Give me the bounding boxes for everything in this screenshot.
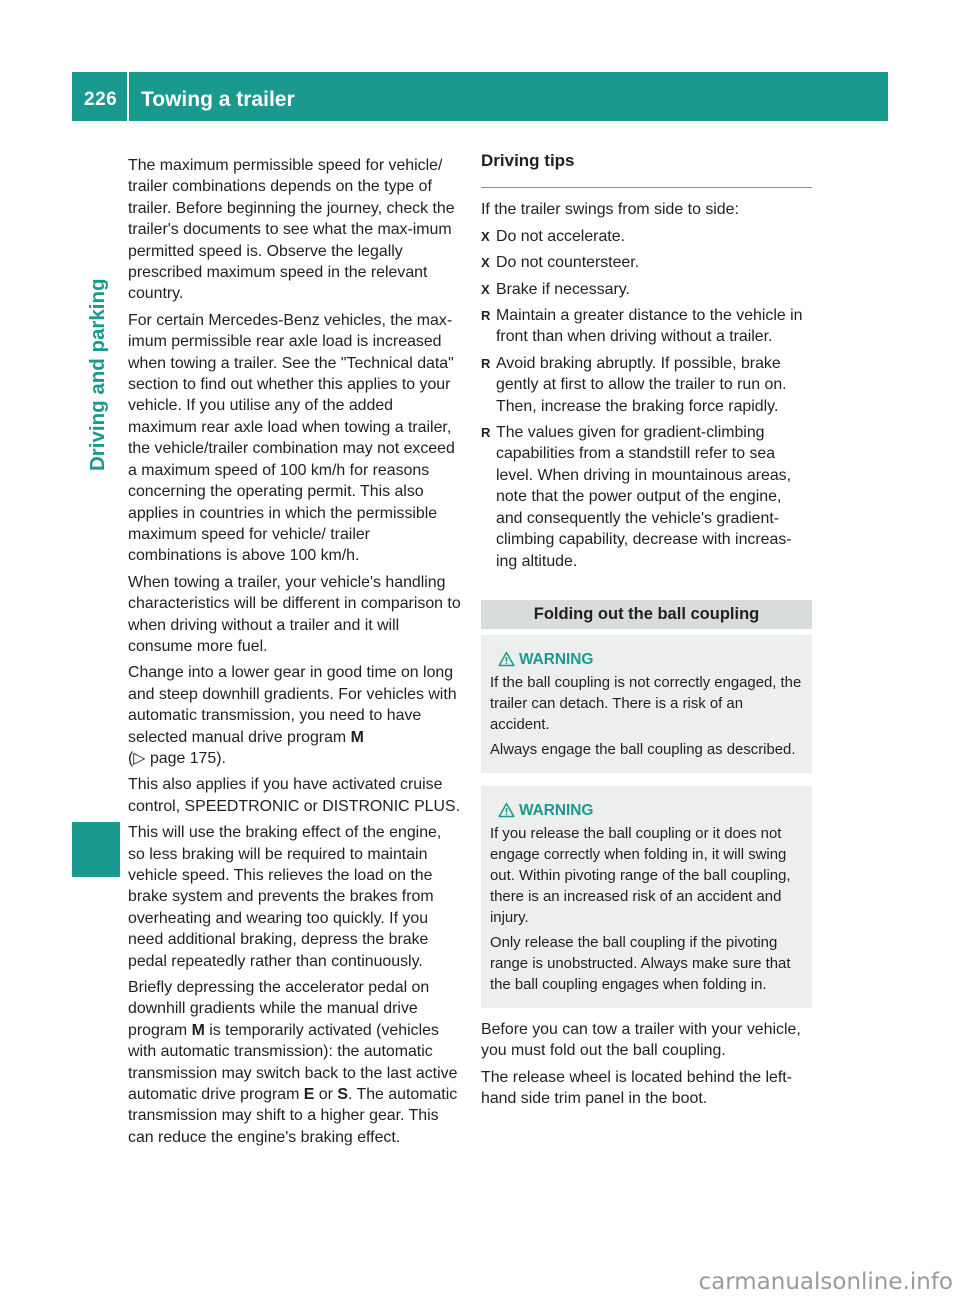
warning-header	[490, 800, 804, 821]
header-divider	[127, 72, 129, 121]
warning-text: Only release the ball coupling if the pivoting range is unobstructed. Always make sure that the ball coupling engages when folding in.	[490, 934, 791, 993]
driving-tips-intro: If the trailer swings from side to side:	[481, 201, 739, 219]
paragraph-rear-axle-load: For certain Mercedes-Benz vehicles, the max-imum permissible rear axle load is increased when towing a trailer. See the "Technical data" section to find out whether this applies to your vehicle. If you utilise any of the added maximum rear axle load when towing a trailer, the vehicle/trailer combination may not exceed a maximum speed of 100 km/h for reasons concerning the operating permit. This also applies in countries in which the permissible maximum speed for vehicle/ trailer combinations is above 100 km/h.	[128, 311, 455, 565]
note-text: The values given for gradient-climbing capabilities from a standstill refer to sea level. When driving in mountainous areas, note that the power output of the engine, and consequently the vehicle's gradient-climbing capability, decrease with increas-ing altitude.	[496, 424, 792, 570]
note-item	[481, 353, 812, 417]
paragraph-release-wheel: The release wheel is located behind the left-hand side trim panel in the boot.	[481, 1068, 792, 1108]
section-title-driving-tips: Driving tips	[481, 151, 575, 170]
paragraph-cruise-control: This also applies if you have activated cruise control, SPEEDTRONIC or DISTRONIC PLUS.	[128, 776, 461, 815]
paragraph-lower-gear-text: Change into a lower gear in good time on long and steep downhill gradients. For vehicles with automatic transmission, you need to have selected manual drive program	[128, 664, 457, 746]
watermark: carmanualsonline.info	[698, 1269, 953, 1295]
arrow-icon: X	[481, 281, 490, 297]
paragraph-speed-limit: The maximum permissible speed for vehicle/ trailer combinations depends on the type of trailer. Before beginning the journey, check the trailer's documents to see what the max-imum permitted speed is. Observe the legally prescribed maximum speed in the relevant country.	[128, 157, 455, 303]
bullet-icon: R	[481, 355, 491, 371]
program-s-label: S	[337, 1086, 348, 1104]
page-title: Towing a trailer	[141, 88, 295, 111]
note-item	[481, 422, 812, 572]
paragraph-fold-out: Before you can tow a trailer with your vehicle, you must fold out the ball coupling.	[481, 1020, 801, 1060]
action-text: Brake if necessary.	[496, 280, 630, 298]
program-e-label: E	[303, 1086, 315, 1104]
arrow-icon: X	[481, 255, 490, 271]
driving-tips-list	[481, 226, 812, 572]
left-column	[128, 155, 462, 1153]
accelerator-text-2: is temporarily activated (vehicles with automatic transmission): the automatic transmission may switch back to the last active automatic drive program	[128, 1021, 458, 1104]
warning-text: Always engage the ball coupling as described.	[490, 741, 796, 758]
paragraph-engine-braking: This will use the braking effect of the engine, so less braking will be required to maintain vehicle speed. This relieves the load on the brake system and prevents the brakes from overheating and wearing too quickly. If you need additional braking, depress the brake pedal repeatedly rather than continuously.	[128, 824, 442, 970]
paragraph-accelerator	[128, 977, 462, 1148]
right-column	[481, 150, 812, 1115]
action-item	[481, 252, 812, 273]
paragraph-lower-gear: Change into a lower gear in good time on long and steep downhill gradients. For vehicles with automatic transmission, you need to have selected manual drive program M (▷ page 175).	[128, 664, 457, 767]
arrow-icon: X	[481, 228, 490, 244]
accelerator-text-1: Briefly depressing the accelerator pedal on downhill gradients while the manual drive program	[128, 979, 430, 1039]
action-text: Do not countersteer.	[496, 254, 640, 272]
program-m-label: M	[350, 728, 364, 746]
warning-box	[481, 635, 812, 773]
accelerator-text-3: . The automatic transmission may shift to a higher gear. This can reduce the engine's braking effect.	[128, 1086, 458, 1146]
warning-label: WARNING	[519, 650, 594, 668]
ball-coupling-body	[481, 1019, 812, 1110]
note-text: Maintain a greater distance to the vehicle in front than when driving without a trailer.	[496, 307, 803, 346]
section-divider	[481, 187, 812, 188]
warning-triangle-icon	[498, 651, 515, 667]
action-item	[481, 226, 812, 247]
page-number: 226	[84, 89, 118, 110]
warning-text: If you release the ball coupling or it does not engage correctly when folding in, it will swing out. Within pivoting range of the ball coupling, there is an increased risk of an accident and injury.	[490, 825, 791, 926]
chapter-label: Driving and parking	[86, 278, 109, 472]
note-text: Avoid braking abruptly. If possible, brake gently at first to allow the trailer to run on. Then, increase the braking force rapidly.	[496, 354, 787, 415]
paragraph-handling: When towing a trailer, your vehicle's handling characteristics will be different in comparison to when driving without a trailer and it will consume more fuel.	[128, 573, 461, 655]
warning-label: WARNING	[519, 801, 594, 819]
warning-header	[490, 649, 804, 670]
warning-triangle-icon	[498, 802, 515, 818]
section-title-ball-coupling: Folding out the ball coupling	[481, 600, 812, 629]
bullet-icon: R	[481, 425, 491, 441]
chapter-tab-marker	[72, 822, 120, 877]
page-ref-icon: ▷	[133, 749, 146, 767]
bullet-icon: R	[481, 308, 491, 324]
program-m-label: M	[191, 1021, 205, 1039]
note-item	[481, 305, 812, 348]
warning-box	[481, 786, 812, 1008]
action-item	[481, 279, 812, 300]
action-text: Do not accelerate.	[496, 227, 625, 245]
page-reference-link[interactable]: page 175	[149, 749, 217, 767]
warning-text: If the ball coupling is not correctly engaged, the trailer can detach. There is a risk of an accident.	[490, 674, 802, 733]
accelerator-or: or	[318, 1086, 333, 1104]
